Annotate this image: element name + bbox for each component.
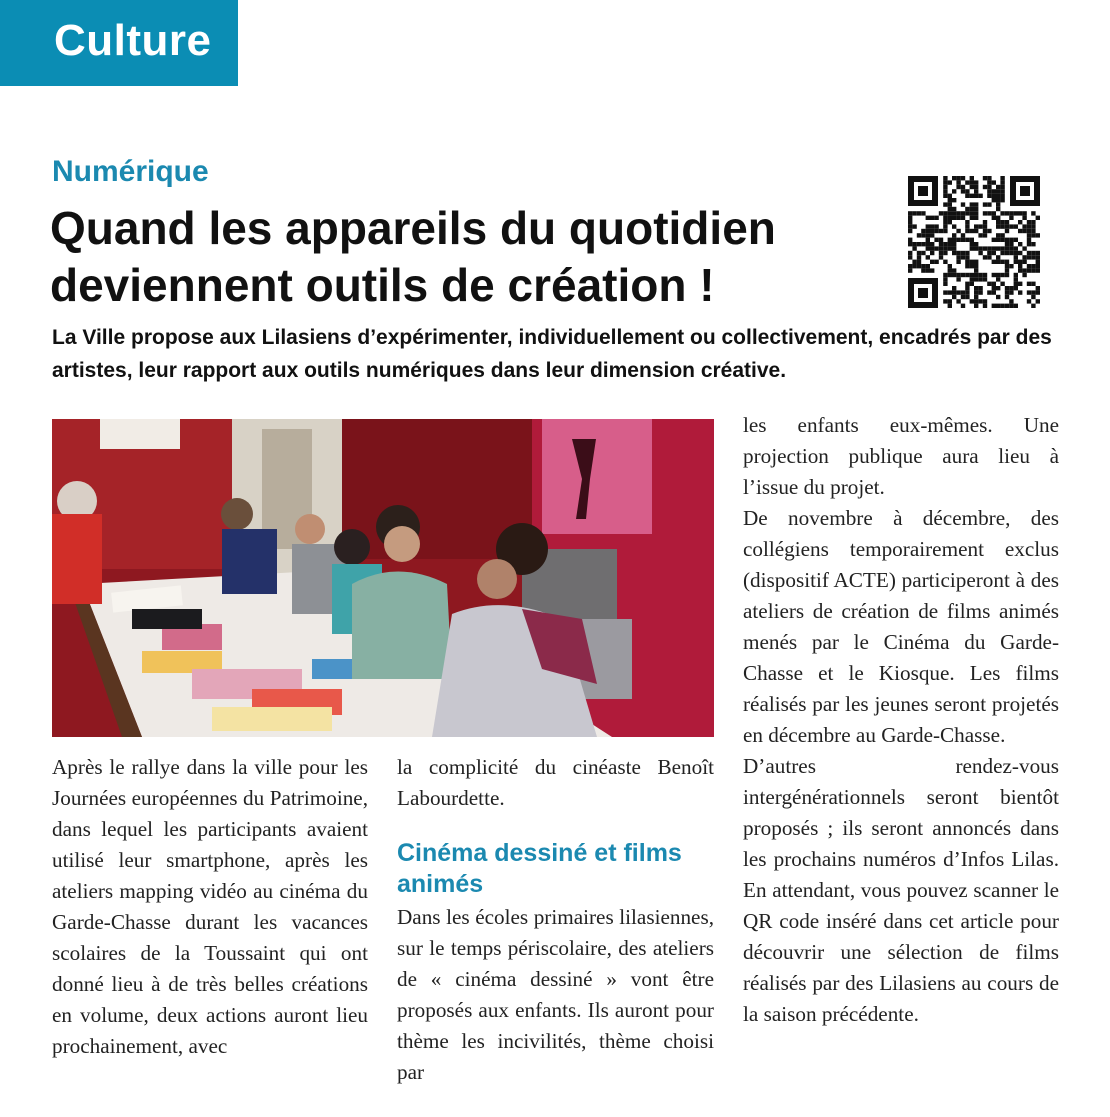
column-3: [743, 410, 1059, 1030]
section-tab: [0, 0, 238, 86]
body-paragraph: Après le rallye dans la ville pour les Journées européennes du Patrimoine, dans lequel les participants avaient utilisé leur smartphone, après les ateliers mapping vidéo au cinéma du Garde-Chasse durant les vacances scolaires de la Toussaint qui ont donné lieu à de très belles créations en volume, deux actions auront lieu prochainement, avec: [52, 755, 368, 1058]
body-paragraph: la complicité du cinéaste Benoît Labourdette.: [397, 755, 714, 810]
workshop-photo: [52, 419, 714, 737]
article-subheading: Cinéma dessiné et films animés: [397, 839, 682, 898]
qr-code-icon: [908, 176, 1040, 308]
body-paragraph: De novembre à décembre, des collégiens temporairement exclus (dispositif ACTE) participeront à des ateliers de création de films animés menés par le Cinéma du Garde-Chasse et le Kiosque. Les films réalisés par les jeunes seront projetés en décembre au Garde-Chasse.: [743, 506, 1059, 747]
body-paragraph: Dans les écoles primaires lilasiennes, sur le temps périscolaire, des ateliers de « cinéma dessiné » vont être proposés aux enfants. Ils auront pour thème les incivilités, thème choisi par: [397, 905, 714, 1084]
column-2: [397, 752, 714, 1088]
section-label: Culture: [54, 16, 212, 65]
body-paragraph: les enfants eux-mêmes. Une projection publique aura lieu à l’issue du projet.: [743, 413, 1059, 499]
article-lead: La Ville propose aux Lilasiens d’expérimenter, individuellement ou collectivement, encadrés par des artistes, leur rapport aux outils numériques dans leur dimension créative.: [52, 326, 1052, 382]
article-kicker: Numérique: [52, 155, 209, 188]
article-headline: Quand les appareils du quotidien deviennent outils de création !: [50, 202, 776, 311]
column-1: [52, 752, 368, 1062]
body-paragraph: D’autres rendez-vous intergénérationnels seront bientôt proposés ; ils seront annoncés dans les prochains numéros d’Infos Lilas. En attendant, vous pouvez scanner le QR code inséré dans cet article pour découvrir une sélection de films réalisés par des Lilasiens au cours de la saison précédente.: [743, 754, 1059, 1026]
